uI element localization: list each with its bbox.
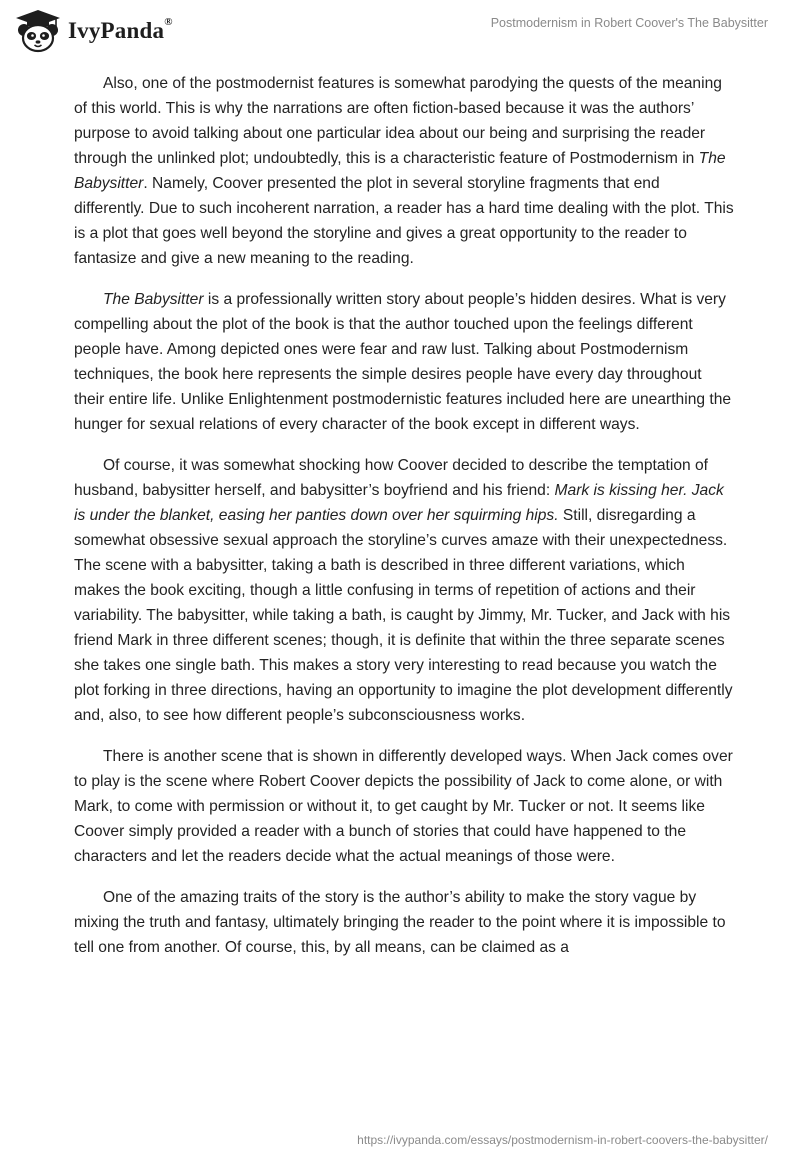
paragraph-text: is a professionally written story about people’s hidden desires. What is very compelling about the plot of the book is that the author touched upon the feelings different people have. Among depicted ones were fear and raw lust. Talking about Postmodernism techniques, the book here represents the simple desires people have every day throughout their entire life. Unlike Enlightenment postmodernistic features included here are unearthing the hunger for sexual relations of every character of the book except in different ways. [74,291,732,433]
paragraph [74,453,734,728]
panda-graduate-icon [14,8,62,54]
brand-name-text: IvyPanda [68,18,165,43]
italic-quote: Mark is kissing her. Jack is under the blanket, easing her panties down over her squirming hips. [74,482,724,524]
paragraph-text: Still, disregarding a somewhat obsessive sexual approach the storyline’s curves amaze with their unexpectedness. The scene with a babysitter, taking a bath is described in three different variations, which makes the book exciting, though a little confusing in terms of repetition of actions and their variability. The babysitter, while taking a bath, is caught by Jimmy, Mr. Tucker, and Jack with his friend Mark in three different scenes; though, it is definite that within the three separate scenes she takes one single bath. This makes a story very interesting to read because you watch the plot forking in three directions, having an opportunity to imagine the plot development differently and, also, to see how different people’s subconsciousness works. [74,507,733,724]
paragraph-text: Also, one of the postmodernist features is somewhat parodying the quests of the meaning of this world. This is why the narrations are often fiction-based because it was the authors’ purpose to avoid talking about one particular idea about our being and surprising the reader through the unlinked plot; undoubtedly, this is a characteristic feature of Postmodernism in [74,75,722,167]
document-title: Postmodernism in Robert Coover's The Babysitter [490,16,768,30]
brand-name [68,18,173,44]
paragraph-text: . Namely, Coover presented the plot in several storyline fragments that end differently. Due to such incoherent narration, a reader has a hard time dealing with the plot. This is a plot that goes well beyond the storyline and gives a great opportunity to the reader to fantasize and give a new meaning to the reading. [74,175,734,267]
paragraph [74,71,734,271]
italic-title: The Babysitter [103,291,204,308]
page-header [0,0,800,60]
brand-logo[interactable] [14,8,173,54]
italic-title: The Babysitter [74,150,726,192]
registered-mark: ® [164,16,173,29]
paragraph [74,744,734,869]
paragraph-text: There is another scene that is shown in differently developed ways. When Jack comes over to play is the scene where Robert Coover depicts the possibility of Jack to come alone, or with Mark, to come with permission or without it, to get caught by Mr. Tucker or not. It seems like Coover simply provided a reader with a bunch of stories that could have happened to the characters and let the readers decide what the actual meanings of those were. [74,748,733,865]
essay-body [74,71,734,976]
paragraph-text: One of the amazing traits of the story is the author’s ability to make the story vague by mixing the truth and fantasy, ultimately bringing the reader to the point where it is impossible to tell one from another. Of course, this, by all means, can be claimed as a [74,889,726,956]
paragraph [74,885,734,960]
source-url[interactable]: https://ivypanda.com/essays/postmodernism-in-robert-coovers-the-babysitter/ [357,1133,768,1147]
paragraph [74,287,734,437]
paragraph-text: Of course, it was somewhat shocking how Coover decided to describe the temptation of husband, babysitter herself, and babysitter’s boyfriend and his friend: [74,457,709,499]
